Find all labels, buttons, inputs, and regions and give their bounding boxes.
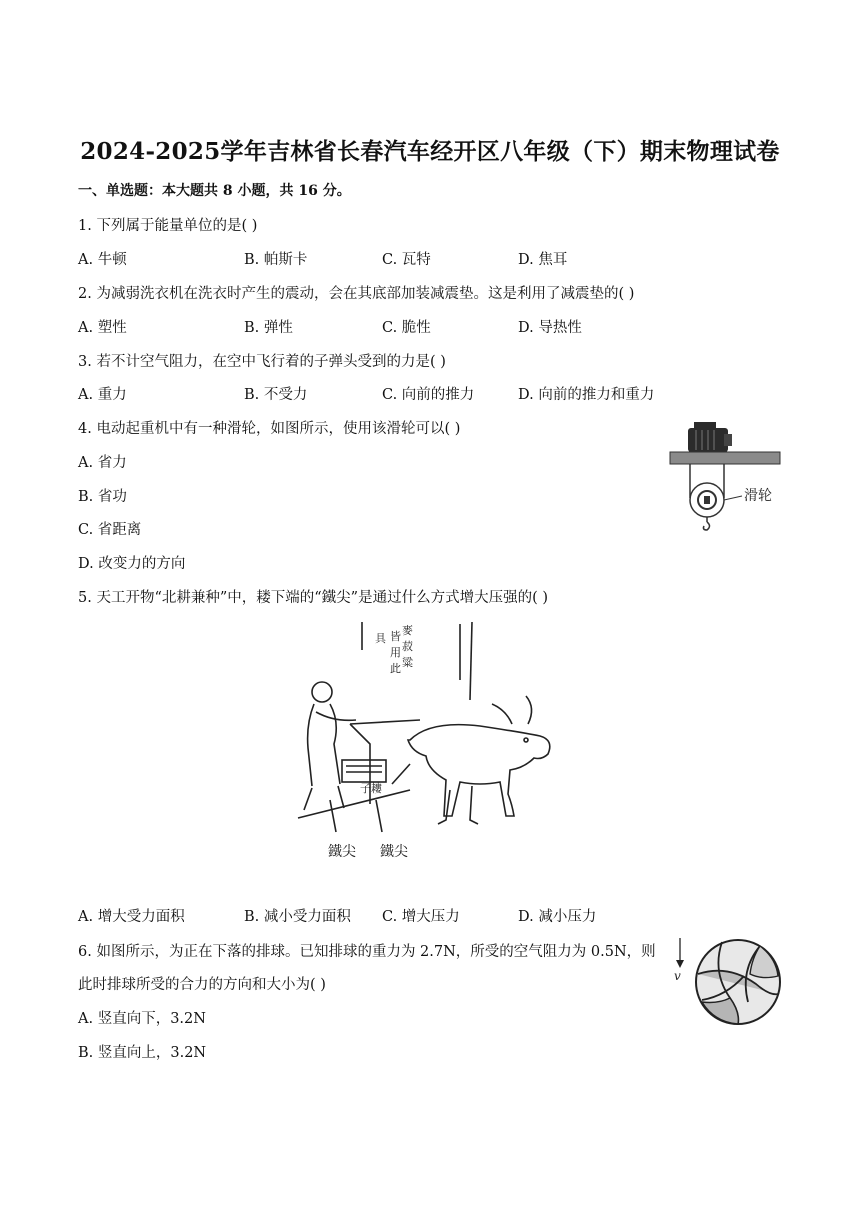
q2-option-a: A. 塑性 xyxy=(78,320,127,336)
question-5-stem: 5. 天工开物“北耕兼种”中，耧下端的“鐵尖”是通过什么方式增大压强的( ) xyxy=(78,590,549,606)
q2-option-c: C. 脆性 xyxy=(382,320,431,336)
volleyball-figure xyxy=(668,934,784,1026)
svg-text:麥: 麥 xyxy=(402,624,413,637)
pulley-figure xyxy=(666,416,786,534)
q3-option-c: C. 向前的推力 xyxy=(382,387,475,403)
svg-text:皆: 皆 xyxy=(390,630,401,643)
pulley-label: 滑轮 xyxy=(744,487,772,503)
q5-option-d: D. 减小压力 xyxy=(518,909,597,925)
q2-option-d: D. 导热性 xyxy=(518,320,582,336)
svg-text:用: 用 xyxy=(390,646,401,659)
iron-tip-label-2: 鐵尖 xyxy=(380,844,408,860)
question-1-stem: 1. 下列属于能量单位的是( ) xyxy=(78,218,258,234)
svg-text:此: 此 xyxy=(390,662,401,675)
q1-option-b: B. 帕斯卡 xyxy=(244,252,308,268)
q1-option-c: C. 瓦特 xyxy=(382,252,431,268)
q4-option-b: B. 省功 xyxy=(78,489,127,505)
question-3-stem: 3. 若不计空气阻力，在空中飞行着的子弹头受到的力是( ) xyxy=(78,354,446,370)
q1-option-a: A. 牛顿 xyxy=(78,252,127,268)
plowing-illustration xyxy=(290,620,560,870)
question-4-stem: 4. 电动起重机中有一种滑轮，如图所示，使用该滑轮可以( ) xyxy=(78,421,461,437)
svg-text:粱: 粱 xyxy=(402,656,413,669)
q5-option-c: C. 增大压力 xyxy=(382,909,460,925)
q6-option-a: A. 竖直向下，3.2N xyxy=(78,1011,206,1027)
q4-option-a: A. 省力 xyxy=(78,455,127,471)
svg-text:菽: 菽 xyxy=(402,640,413,653)
q2-option-b: B. 弹性 xyxy=(244,320,293,336)
q5-option-b: B. 减小受力面积 xyxy=(244,909,351,925)
q3-option-b: B. 不受力 xyxy=(244,387,308,403)
svg-text:具: 具 xyxy=(375,632,386,645)
iron-tip-label-1: 鐵尖 xyxy=(328,844,356,860)
svg-text:子耬: 子耬 xyxy=(360,782,382,795)
q1-option-d: D. 焦耳 xyxy=(518,252,568,268)
velocity-label: v xyxy=(674,969,681,983)
q4-option-c: C. 省距离 xyxy=(78,522,142,538)
question-6-stem-line1: 6. 如图所示，为正在下落的排球。已知排球的重力为 2.7N，所受的空气阻力为 0.5N，则 xyxy=(78,944,656,960)
page-title: 2024-2025学年吉林省长春汽车经开区八年级（下）期末物理试卷 xyxy=(80,138,780,165)
section-heading: 一、单选题：本大题共 8 小题，共 16 分。 xyxy=(78,183,351,199)
question-6-stem-line2: 此时排球所受的合力的方向和大小为( ) xyxy=(78,977,326,993)
q3-option-a: A. 重力 xyxy=(78,387,127,403)
q5-option-a: A. 增大受力面积 xyxy=(78,909,185,925)
q6-option-b: B. 竖直向上，3.2N xyxy=(78,1045,207,1061)
q4-option-d: D. 改变力的方向 xyxy=(78,556,186,572)
q3-option-d: D. 向前的推力和重力 xyxy=(518,387,655,403)
question-2-stem: 2. 为减弱洗衣机在洗衣时产生的震动，会在其底部加装减震垫。这是利用了减震垫的( ) xyxy=(78,286,635,302)
